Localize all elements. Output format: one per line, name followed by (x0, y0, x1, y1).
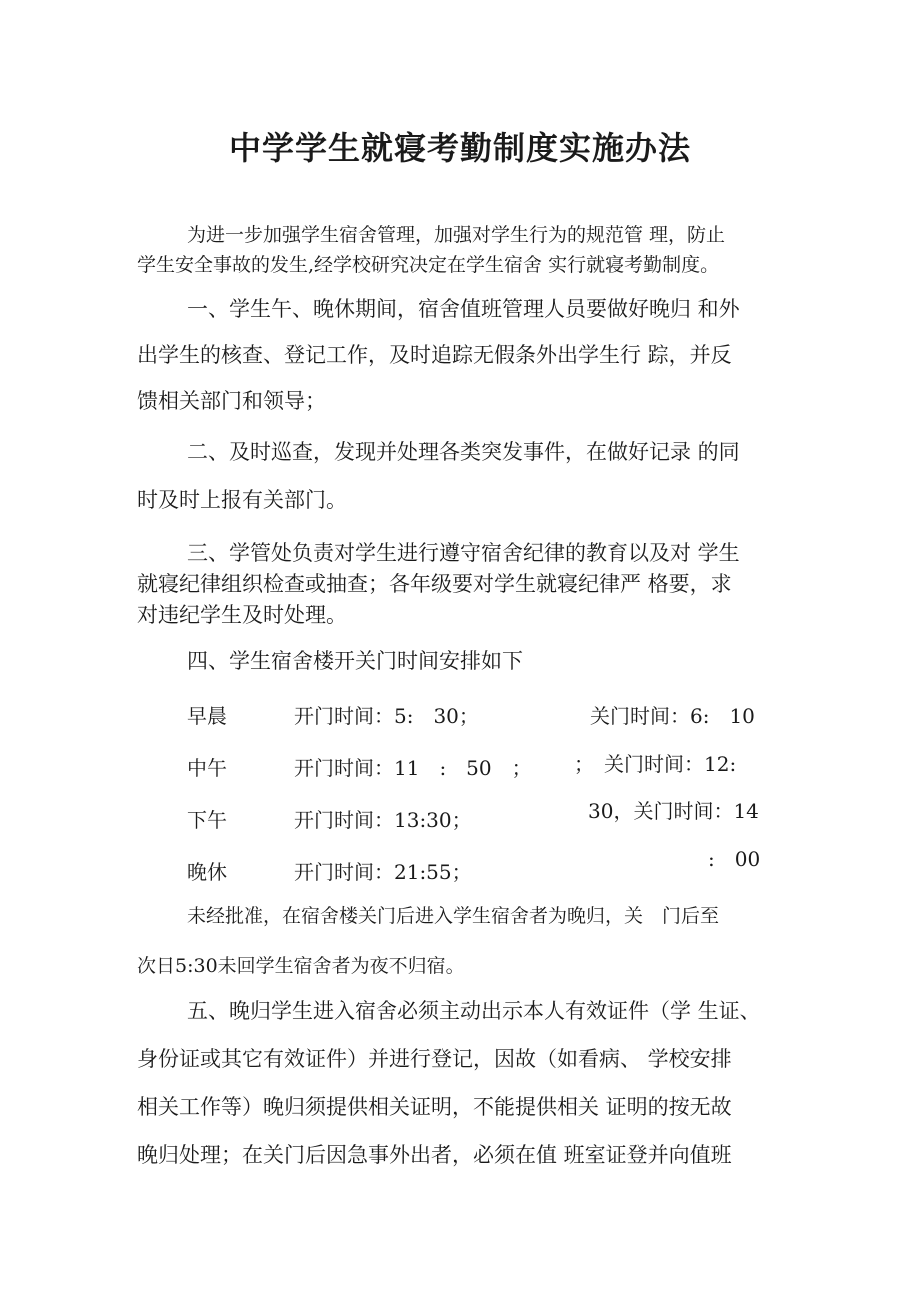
section5-line-3: 相关工作等）晚归须提供相关证明，不能提供相关 证明的按无故 (137, 1095, 732, 1119)
section3-line-1: 三、学管处负责对学生进行遵守宿舍纪律的教育以及对 学生 (187, 541, 740, 565)
section5-line-2: 身份证或其它有效证件）并进行登记，因故（如看病、 学校安排 (137, 1047, 732, 1071)
late-note-line-1: 未经批准，在宿舍楼关门后进入学生宿舍者为晚归，关 门后至 (187, 905, 720, 927)
schedule-close-time: 30，关门时间：14 (588, 799, 759, 823)
document-title: 中学学生就寝考勤制度实施办法 (228, 129, 691, 167)
section3-line-2: 就寝纪律组织检查或抽查；各年级要对学生就寝纪律严 格要，求 (137, 572, 732, 596)
schedule-close-time: 关门时间：6: 10 (590, 704, 755, 728)
section3-line-3: 对违纪学生及时处理。 (137, 603, 347, 627)
section4-heading: 四、学生宿舍楼开关门时间安排如下 (187, 649, 523, 673)
late-note-line-2: 次日5:30未回学生宿舍者为夜不归宿。 (137, 955, 465, 977)
schedule-period: 中午 (187, 756, 227, 780)
schedule-close-time: ； 关门时间：12: (574, 752, 737, 776)
section2-line-2: 时及时上报有关部门。 (137, 488, 347, 512)
schedule-open-time: 开门时间：5: 30； (294, 704, 479, 728)
intro-line-1: 为进一步加强学生宿舍管理，加强对学生行为的规范管 理，防止 (187, 224, 726, 246)
schedule-open-time: 开门时间：21:55； (294, 860, 472, 884)
schedule-open-time: 开门时间：13:30； (294, 808, 472, 832)
schedule-period: 下午 (187, 808, 227, 832)
schedule-close-time: : 00 (708, 847, 761, 871)
section2-line-1: 二、及时巡查，发现并处理各类突发事件，在做好记录 的同 (187, 440, 740, 464)
section1-line-1: 一、学生午、晚休期间，宿舍值班管理人员要做好晚归 和外 (187, 297, 740, 321)
section1-line-3: 馈相关部门和领导； (137, 389, 326, 413)
schedule-period: 晚休 (187, 860, 227, 884)
section5-line-4: 晚归处理；在关门后因急事外出者，必须在值 班室证登并向值班 (137, 1143, 732, 1167)
intro-line-2: 学生安全事故的发生,经学校研究决定在学生宿舍 实行就寝考勤制度。 (137, 254, 720, 276)
section1-line-2: 出学生的核查、登记工作，及时追踪无假条外出学生行 踪，并反 (137, 343, 732, 367)
section5-line-1: 五、晚归学生进入宿舍必须主动出示本人有效证件（学 生证、 (187, 999, 761, 1023)
schedule-open-time: 开门时间：11 : 50 ； (294, 756, 532, 780)
schedule-period: 早晨 (187, 704, 227, 728)
